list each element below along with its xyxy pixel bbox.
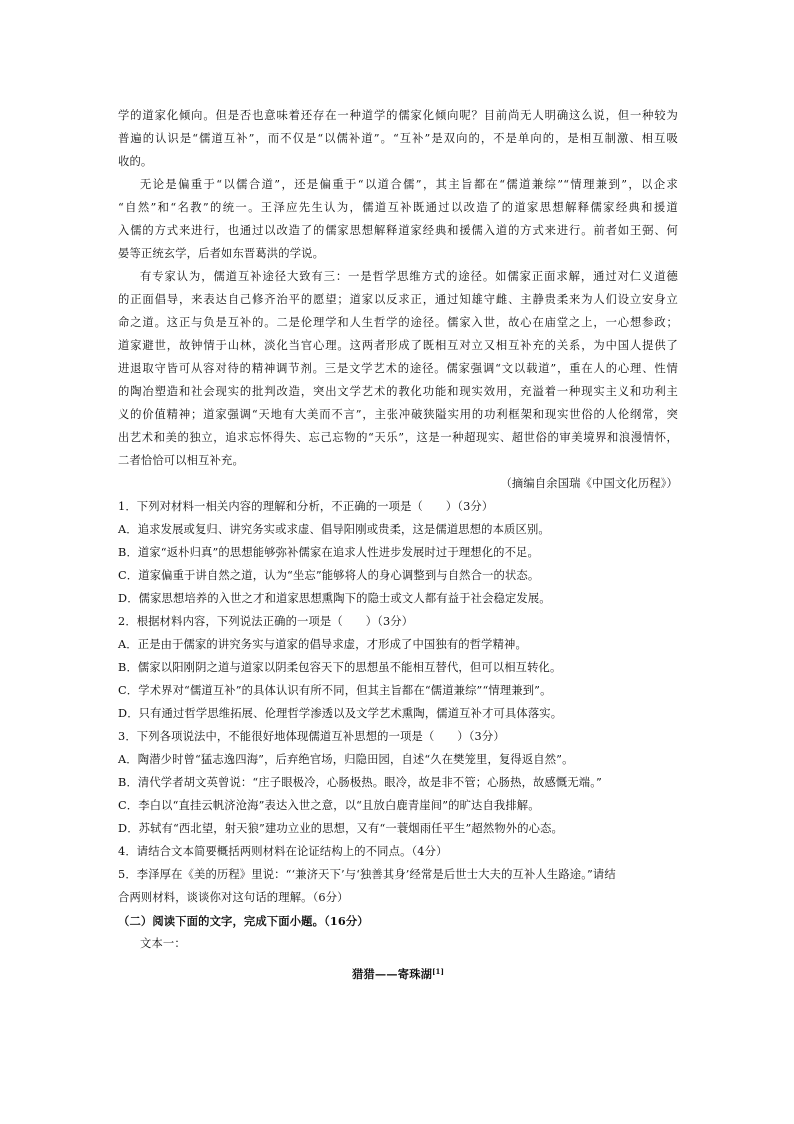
question-stem: 1．下列对材料一相关内容的理解和分析，不正确的一项是（ ）（3分）: [118, 500, 494, 513]
question-stem: 3．下列各项说法中，不能很好地体现儒道互补思想的一项是（ ）（3分）: [118, 730, 505, 743]
section-heading: （二）阅读下面的文字，完成下面小题。（16分）: [118, 914, 369, 928]
question-option: A．陶潜少时曾“猛志逸四海”，后弃绝官场，归隐田园，自述“久在樊笼里，复得返自然”。: [118, 753, 574, 766]
passage-line: 义的价值精神；道家强调“天地有大美而不言”，主张冲破狭隘实用的功利框架和现实世俗的人伦纲常，突: [118, 408, 678, 421]
passage-line: 学的道家化倾向。但是否也意味着还存在一种道学的儒家化倾向呢？目前尚无人明确这么说，但一种较为: [118, 109, 678, 122]
passage-line: “自然”和“名教”的统一。王泽应先生认为，儒道互补既通过以改造了的道家思想解释儒家经典和援道: [118, 201, 678, 214]
passage-line: 的陶冶塑造和社会现实的批判改造，突出文学艺术的教化功能和现实效用，充溢着一种现实主义和功利主: [118, 385, 678, 398]
passage-line: 道家避世，故钟情于山林，淡化当官心理。这两者形成了既相互对立又相互补充的关系，为中国人提供了: [118, 339, 678, 352]
passage-line: 有专家认为，儒道互补途径大致有三：一是哲学思维方式的途径。如儒家正面求解，通过对仁义道德: [140, 270, 678, 283]
passage-line: 晏等正统玄学，后者如东晋葛洪的学说。: [118, 247, 325, 260]
story-title: [118, 962, 678, 984]
question-stem: 4．请结合文本简要概括两则材料在论证结构上的不同点。（4分）: [118, 845, 448, 858]
question-stem: 合两则材料，谈谈你对这句话的理解。（6分）: [118, 891, 349, 904]
question-option: D．儒家思想培养的入世之才和道家思想熏陶下的隐士或文人都有益于社会稳定发展。: [118, 592, 551, 605]
passage-line: 进退取守皆可从容对待的精神调节剂。三是文学艺术的途径。儒家强调“文以载道”，重在人的心理、性情: [118, 362, 678, 375]
passage-line: 收的。: [118, 155, 153, 168]
question-option: C．道家偏重于讲自然之道，认为“坐忘”能够将人的身心调整到与自然合一的状态。: [118, 569, 540, 582]
passage-line: 命之道。这正与负是互补的。二是伦理学和人生哲学的途径。儒家入世，故心在庙堂之上，一心想参政；: [118, 316, 678, 329]
passage-line: 二者恰恰可以相互补充。: [118, 454, 244, 467]
question-option: B．道家“返朴归真”的思想能够弥补儒家在追求人性进步发展时过于理想化的不足。: [118, 546, 539, 559]
question-option: C．学术界对“儒道互补”的具体认识有所不同，但其主旨都在“儒道兼综”“情理兼到”。: [118, 684, 552, 697]
passage-line: 普遍的认识是“儒道互补”，而不仅是“以儒补道”。“互补”是双向的，不是单向的，是相互制激、相互吸: [118, 132, 678, 145]
question-stem: 5．李泽厚在《美的历程》里说：“‘兼济天下’与‘独善其身’经常是后世士大夫的互补人生路途。”请结: [118, 868, 616, 881]
question-option: D．苏轼有“西北望，射天狼”建功立业的思想，又有“一蓑烟雨任平生”超然物外的心态。: [118, 822, 563, 835]
footnote-marker: [1]: [432, 967, 445, 976]
passage-line: 入儒的方式来进行，也通过以改造了的儒家思想解释道家经典和援儒入道的方式来进行。前者如王弼、何: [118, 224, 678, 237]
text-label: 文本一：: [140, 937, 186, 950]
question-option: D．只有通过哲学思维拓展、伦理哲学渗透以及文学艺术熏陶，儒道互补才可具体落实。: [118, 707, 563, 720]
question-stem: 2．根据材料内容，下列说法正确的一项是（ ）（3分）: [118, 615, 414, 628]
question-option: A．正是由于儒家的讲究务实与道家的倡导求虚，才形成了中国独有的哲学精神。: [118, 638, 527, 651]
passage-line: 的正面倡导，来表达自己修齐治平的愿望；道家以反求正，通过知雄守雌、主静贵柔来为人们设立安身立: [118, 293, 678, 306]
question-option: C．李白以“直挂云帆济沧海”表达入世之意，以“且放白鹿青崖间”的旷达自我排解。: [118, 799, 540, 812]
passage-source: （摘编自余国瑞《中国文化历程》）: [500, 477, 678, 490]
passage-line: 出艺术和美的独立，追求忘怀得失、忘己忘物的“天乐”，这是一种超现实、超世俗的审美境界和浪漫情怀，: [118, 431, 678, 444]
question-option: A．追求发展或复归、讲究务实或求虚、倡导阳刚或贵柔，这是儒道思想的本质区别。: [118, 523, 550, 536]
story-title-text: 猎猎——寄珠湖: [351, 967, 433, 981]
question-option: B．儒家以阳刚阴之道与道家以阴柔包容天下的思想虽不能相互替代，但可以相互转化。: [118, 661, 562, 674]
question-option: B．清代学者胡文英曾说：“庄子眼极冷，心肠极热。眼冷，故是非不管；心肠热，故感慨无端。”: [118, 776, 602, 789]
passage-line: 无论是偏重于“以儒合道”，还是偏重于“以道合儒”，其主旨都在“儒道兼综”“情理兼到”，以企求: [140, 178, 678, 191]
